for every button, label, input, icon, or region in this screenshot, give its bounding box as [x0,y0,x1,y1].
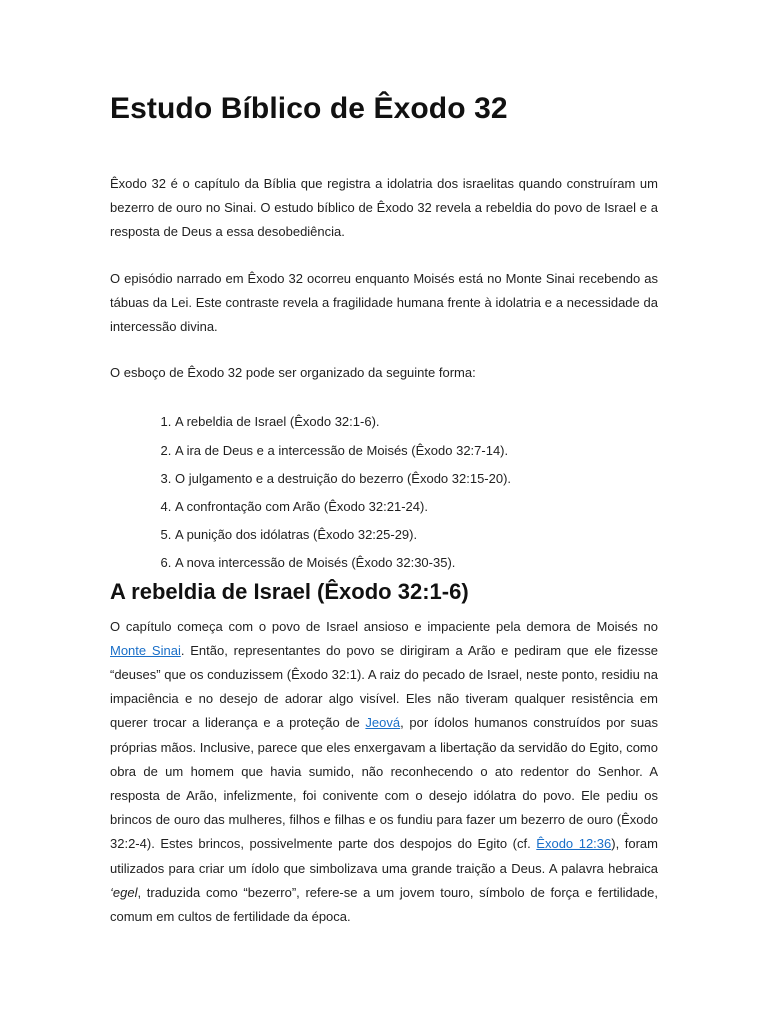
section-text: , traduzida como “bezerro”, refere-se a um jovem touro, símbolo de força e fertilidade, comum em cultos de fertilidade da época. [110,884,658,925]
hebrew-word: ‘egel [110,884,138,900]
outline-item: 4. A confrontação com Arão (Êxodo 32:21-24). [175,493,658,521]
section-text: O capítulo começa com o povo de Israel ansioso e impaciente pela demora de Moisés no [110,618,658,634]
intro-paragraph: Êxodo 32 é o capítulo da Bíblia que registra a idolatria dos israelitas quando construíram um bezerro de ouro no Sinai. O estudo bíblico de Êxodo 32 revela a rebeldia do povo de Israel e a resposta de Deus a essa desobediência. [110,176,658,240]
monte-sinai-link[interactable]: Monte Sinai [110,642,181,658]
outline-list [110,408,658,577]
outline-item: 6. A nova intercessão de Moisés (Êxodo 32:30-35). [175,549,658,577]
section-text: . Então, representantes do povo se dirigiram a Arão e pediram que ele fizesse “deuses” que os conduzissem (Êxodo 32:1). A raiz do pecado de Israel, neste ponto, residiu na impaciência e no desejo de adorar algo visível. Eles não tiveram qualquer resistência em querer trocar a liderança e a proteção de [110,642,658,731]
outline-item: 2. A ira de Deus e a intercessão de Moisés (Êxodo 32:7-14). [175,437,658,465]
exodo-12-36-link[interactable]: Êxodo 12:36 [536,836,612,852]
outline-intro-paragraph: O esboço de Êxodo 32 pode ser organizado da seguinte forma: [110,365,476,381]
section-heading: A rebeldia de Israel (Êxodo 32:1-6) [110,578,469,604]
document-content [110,90,658,929]
section-paragraph [110,615,658,930]
page-title: Estudo Bíblico de Êxodo 32 [110,92,508,125]
jeova-link[interactable]: Jeová [365,715,401,731]
outline-item: 3. O julgamento e a destruição do bezerro (Êxodo 32:15-20). [175,465,658,493]
section-text: , por ídolos humanos construídos por suas próprias mãos. Inclusive, parece que eles enxergavam a libertação da servidão do Egito, como obra de um homem que havia sumido, não reconhecendo o ato redentor do Senhor. A resposta de Arão, infelizmente, foi conivente com o desejo idólatra do povo. Ele pediu os brincos de ouro das mulheres, filhos e filhas e os fundiu para fazer um bezerro de ouro (Êxodo 32:2-4). Estes brincos, possivelmente parte dos despojos do Egito (cf. [110,715,658,852]
context-paragraph: O episódio narrado em Êxodo 32 ocorreu enquanto Moisés está no Monte Sinai recebendo as tábuas da Lei. Este contraste revela a fragilidade humana frente à idolatria e a necessidade da intercessão divina. [110,270,658,335]
outline-item: 5. A punição dos idólatras (Êxodo 32:25-29). [175,521,658,549]
section-text: ), foram utilizados para criar um ídolo que simbolizava uma grande traição a Deus. A palavra hebraica [110,836,658,876]
outline-item: 1. A rebeldia de Israel (Êxodo 32:1-6). [175,408,658,436]
